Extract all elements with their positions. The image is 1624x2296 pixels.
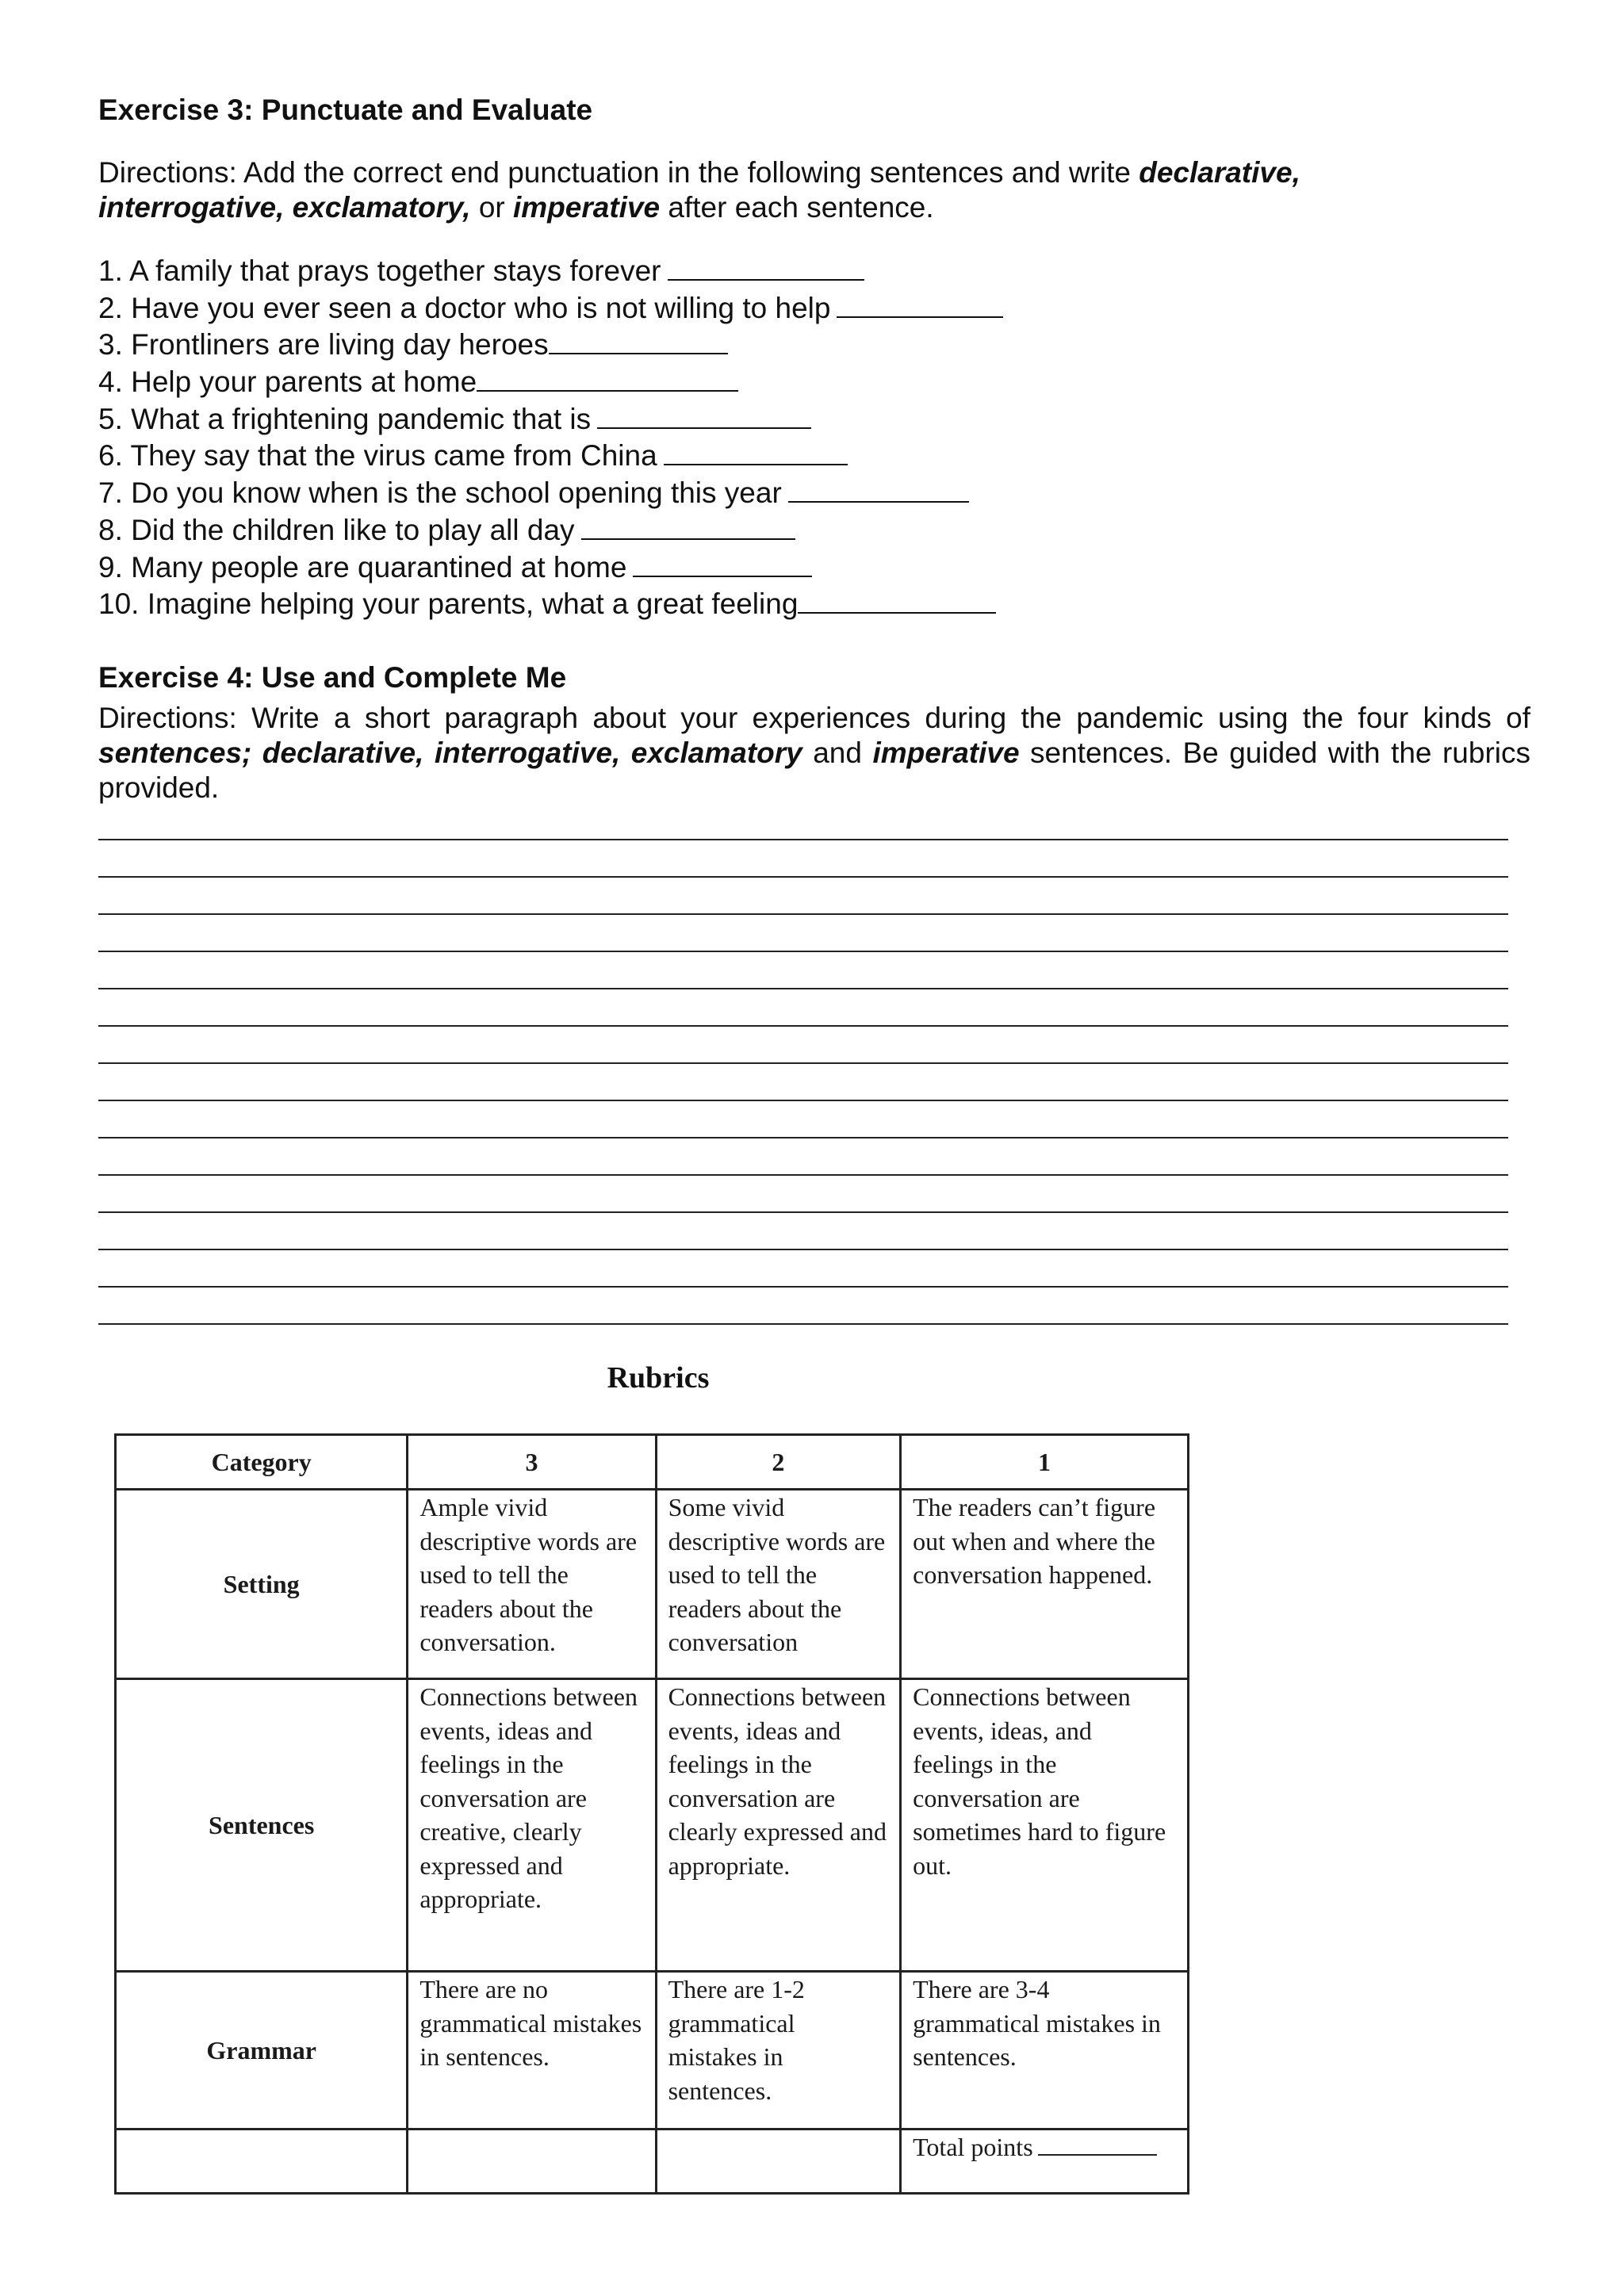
score-2-cell: Some vivid descriptive words are used to tell the readers about the conversation [656,1490,901,1679]
score-1-cell: There are 3-4 grammatical mistakes in sentences. [901,1972,1189,2130]
directions-term: imperative [513,191,661,224]
header-score-1: 1 [901,1435,1189,1490]
score-2-cell: Connections between events, ideas and feelings in the conversation are clearly expressed and appropriate. [656,1679,901,1972]
list-item: 3. Frontliners are living day heroes [98,326,1003,363]
directions-text: sentences. Be guided with the rubrics provided. [98,737,1530,804]
header-score-2: 2 [656,1435,901,1490]
table-header-row [116,1435,1189,1490]
directions-terms: sentences; declarative, interrogative, exclamatory [98,737,802,769]
exercise3-list [98,252,1003,622]
score-1-cell: Connections between events, ideas, and feelings in the conversation are sometimes hard to figure out. [901,1679,1189,1972]
writing-line[interactable] [98,1062,1508,1064]
table-row [116,1490,1189,1679]
answer-blank[interactable] [668,252,864,281]
exercise4-title: Exercise 4: Use and Complete Me [98,661,567,694]
rubrics-title: Rubrics [607,1361,710,1395]
answer-blank[interactable] [597,400,811,429]
score-1-cell: The readers can’t figure out when and where the conversation happened. [901,1490,1189,1679]
writing-line[interactable] [98,913,1508,915]
writing-line[interactable] [98,839,1508,840]
answer-blank[interactable] [549,326,728,354]
category-cell: Sentences [116,1679,408,1972]
writing-line[interactable] [98,1249,1508,1250]
directions-text: Directions: Write a short paragraph about your experiences during the pandemic using the four kinds of [98,702,1530,734]
total-points-cell [901,2130,1189,2194]
exercise3-title: Exercise 3: Punctuate and Evaluate [98,94,593,126]
answer-blank[interactable] [837,289,1003,318]
answer-blank[interactable] [633,549,812,577]
list-item: 1. A family that prays together stays forever [98,252,1003,289]
exercise3-directions [98,155,1462,225]
total-points-blank[interactable] [1038,2130,1157,2156]
list-item: 10. Imagine helping your parents, what a great feeling [98,585,1003,622]
answer-blank[interactable] [664,437,848,465]
answer-blank[interactable] [798,585,996,614]
writing-line[interactable] [98,1174,1508,1176]
list-item: 8. Did the children like to play all day [98,511,1003,549]
score-2-cell: There are 1-2 grammatical mistakes in sentences. [656,1972,901,2130]
list-item: 6. They say that the virus came from China [98,437,1003,474]
category-cell: Setting [116,1490,408,1679]
writing-line[interactable] [98,951,1508,952]
answer-blank[interactable] [477,363,738,392]
empty-cell [656,2130,901,2194]
exercise4-directions [98,701,1530,806]
answer-blank[interactable] [788,474,969,503]
writing-line[interactable] [98,1025,1508,1027]
writing-line[interactable] [98,1137,1508,1138]
writing-line[interactable] [98,876,1508,878]
writing-area[interactable] [98,839,1508,1360]
writing-line[interactable] [98,1100,1508,1101]
directions-text: Directions: Add the correct end punctuation in the following sentences and write [98,156,1139,189]
score-3-cell: Connections between events, ideas and feelings in the conversation are creative, clearly expressed and appropriate. [408,1679,656,1972]
directions-terms: declarative, interrogative, exclamatory, [98,156,1300,224]
writing-line[interactable] [98,1211,1508,1213]
answer-blank[interactable] [581,511,795,540]
table-row [116,2130,1189,2194]
empty-cell [116,2130,408,2194]
list-item: 4. Help your parents at home [98,363,1003,400]
directions-text: and [802,737,873,769]
directions-term: imperative [872,737,1020,769]
category-cell: Grammar [116,1972,408,2130]
directions-text: after each sentence. [660,191,934,224]
directions-text: or [470,191,514,224]
header-score-3: 3 [408,1435,656,1490]
score-3-cell: There are no grammatical mistakes in sentences. [408,1972,656,2130]
list-item: 2. Have you ever seen a doctor who is not willing to help [98,289,1003,327]
list-item: 9. Many people are quarantined at home [98,549,1003,586]
table-row [116,1972,1189,2130]
writing-line[interactable] [98,1286,1508,1288]
header-category: Category [116,1435,408,1490]
writing-line[interactable] [98,988,1508,989]
rubrics-table [114,1433,1189,2195]
list-item: 5. What a frightening pandemic that is [98,400,1003,438]
total-points-label: Total points [913,2133,1033,2161]
table-row [116,1679,1189,1972]
list-item: 7. Do you know when is the school opening this year [98,474,1003,511]
writing-line[interactable] [98,1323,1508,1325]
empty-cell [408,2130,656,2194]
score-3-cell: Ample vivid descriptive words are used to tell the readers about the conversation. [408,1490,656,1679]
